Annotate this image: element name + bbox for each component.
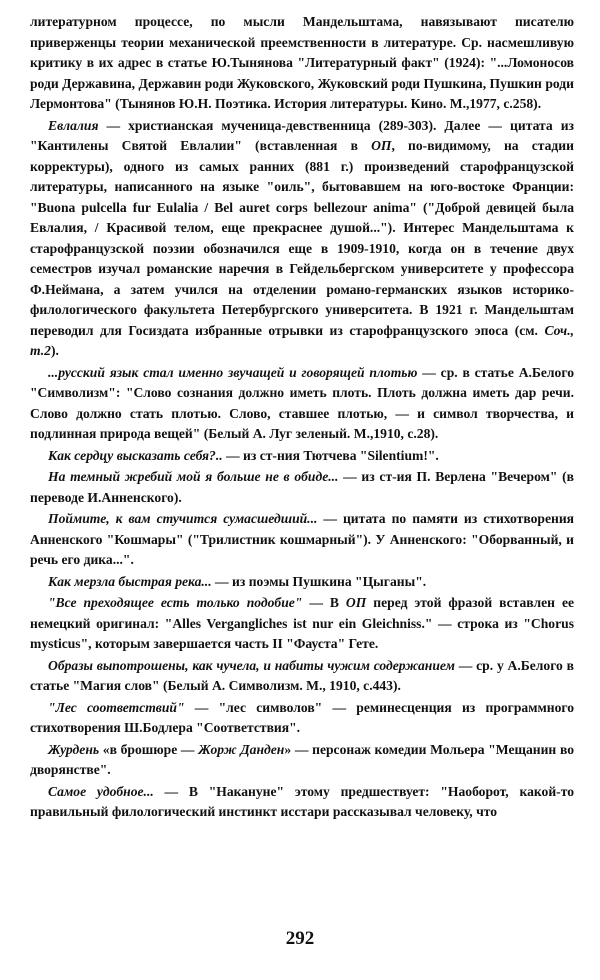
commentary-text-run: литературном процессе, по мысли Мандельштама, навязывают писателю приверженцы теории механической преемственности в литературе. Ср. насмешливую критику в их адрес в статье Ю.Тынянова "Литературный факт" (1924): "...Ломоносов роди Державина, Державин роди Жуковского, Жуковский роди Пушкина, Пушкин роди Лермонтова" (Тынянов Ю.Н. Поэтика. История литературы. Кино. М.,1977, с.258). (30, 14, 574, 111)
commentary-text-run: «в брошюре — (99, 741, 199, 757)
commentary-text-run: , по-видимому, на стадии корректуры), одного из самых ранних (881 г.) произведений старофранцузской литературы, написанного на языке "оиль", бытовавшем на юго-востоке Франции: "Buona pulcella fur Eulalia / Bel auret corps bellezour anima" ("Доброй девицей была Евлалия, / Красивой телом, еще прекраснее душой..."). Интерес Мандельштама к старофранцузской поэзии обозначился еще в 1909-1910, когда он в течение двух семестров изучал романские наречия в Гейдельбергском университете у профессора Ф.Неймана, а затем учился на отделении романо-германских языков историко-филологического факультета Петербургского университета. В 1921 г. Мандельштам переводил для Госиздата избранные отрывки из старофранцузского эпоса (см. (30, 138, 574, 338)
commentary-paragraph (30, 740, 574, 781)
commentary-text-run: — ср. в статье А.Белого "Символизм": "Слово сознания должно иметь плоть. Плоть должна иметь дар речи. Слово должно стать плотью. Слово, ставшее плотью, — и символ творчества, и подлинная природа вещей" (Белый А. Луг зеленый. М.,1910, с.28). (30, 364, 574, 441)
commentary-text-run: — В "Накануне" этому предшествует: "Наоборот, какой-то правильный филологический инстинкт исстари рассказывал человеку, что (30, 783, 574, 819)
commentary-paragraph (30, 116, 574, 362)
quoted-phrase: Как мерзла быстрая река... (48, 573, 212, 589)
commentary-paragraph (30, 363, 574, 445)
commentary-text-run: — из поэмы Пушкина "Цыганы". (211, 573, 427, 589)
commentary-paragraph (30, 12, 574, 115)
quoted-phrase: Жорж Данден (198, 741, 285, 757)
quoted-phrase: На темный жребий мой я больше не в обиде... (48, 469, 339, 484)
commentary-text-run: перед этой фразой вставлен ее немецкий оригинал: "Alles Vergangliches ist nur ein Gleichniss." — строка из "Chorus mysticus", которым завершается часть II "Фауста" Гете. (30, 595, 575, 651)
commentary-text-run: — христианская мученица-девственница (289-303). Далее — цитата из "Кантилены Святой Евлалии" (вставленная в (30, 117, 574, 153)
quoted-phrase: Поймите, к вам стучится сумасшедший... (48, 511, 318, 526)
commentary-paragraph (30, 467, 574, 508)
quoted-phrase: ...русский язык стал именно звучащей и говорящей плотью (48, 364, 418, 380)
quoted-phrase: "Все преходящее есть только подобие" (48, 595, 303, 610)
quoted-phrase: Как сердцу высказать себя?.. (48, 447, 223, 463)
quoted-phrase: ОП (345, 595, 367, 610)
quoted-phrase: Евлалия (48, 117, 99, 133)
commentary-text-run: — В (302, 595, 346, 610)
commentary-paragraph (30, 656, 574, 697)
quoted-phrase: "Лес соответствий" (48, 699, 185, 715)
commentary-paragraph (30, 509, 574, 571)
quoted-phrase: Журдень (48, 741, 100, 757)
commentary-text-run: — из ст-ия П. Верлена "Вечером" (в переводе И.Анненского). (30, 469, 574, 505)
commentary-paragraph (30, 446, 574, 467)
commentary-text-run: » — персонаж комедии Мольера "Мещанин во дворянстве". (30, 741, 574, 777)
quoted-phrase: Соч., т.2 (30, 322, 574, 358)
commentary-text-run: — "лес символов" — реминесценция из программного стихотворения Ш.Бодлера "Соответствия". (30, 699, 574, 735)
commentary-text-run: — цитата по памяти из стихотворения Анненского "Кошмары" ("Трилистник кошмарный"). У Анненского: "Оборванный, и речь его дика...". (30, 511, 575, 567)
commentary-paragraph (30, 593, 574, 655)
commentary-text-run: ). (50, 343, 59, 358)
commentary-text (30, 12, 574, 823)
quoted-phrase: ОП (371, 138, 392, 153)
commentary-paragraph (30, 572, 574, 593)
commentary-text-run: — из ст-ния Тютчева "Silentium!". (222, 447, 439, 463)
quoted-phrase: Образы выпотрошены, как чучела, и набиты чужим содержанием (48, 657, 455, 673)
quoted-phrase: Самое удобное... (48, 783, 154, 799)
commentary-paragraph (30, 698, 574, 739)
commentary-text-run: — ср. у А.Белого в статье "Магия слов" (Белый А. Символизм. М., 1910, с.443). (30, 657, 574, 693)
commentary-paragraph (30, 782, 574, 823)
page-number: 292 (285, 928, 315, 949)
